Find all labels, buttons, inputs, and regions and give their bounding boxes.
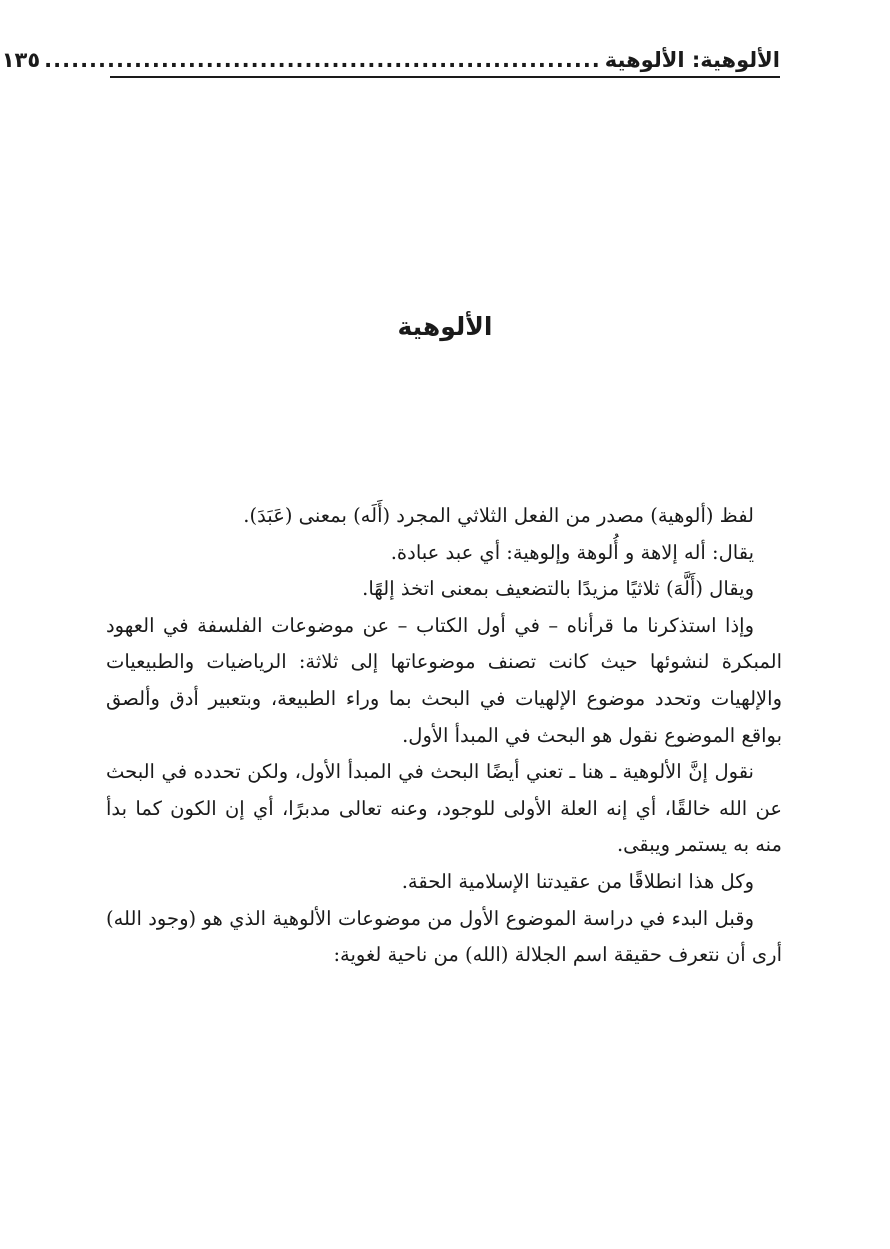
paragraph: نقول إنَّ الألوهية ـ هنا ـ تعني أيضًا البحث في المبدأ الأول، ولكن تحدده في البحث عن الله خالقًا، أي إنه العلة الأولى للوجود، وعنه تعالى مدبرًا، أي إن الكون كما بدأ منه به يستمر ويبقى.: [106, 760, 782, 857]
running-header: [1, 38, 780, 72]
paragraph: ويقال (أَلَّهَ) ثلاثيًا مزيدًا بالتضعيف بمعنى اتخذ إلهًا.: [362, 577, 754, 601]
paragraph: وقبل البدء في دراسة الموضوع الأول من موضوعات الألوهية الذي هو (وجود الله) أرى أن نتعرف حقيقة اسم الجلالة (الله) من ناحية لغوية:: [106, 906, 782, 967]
chapter-title: الألوهية: [397, 312, 493, 341]
paragraph: يقال: أله إلاهة و أُلوهة وإلوهية: أي عبد عبادة.: [390, 540, 754, 564]
page-number: ١٣٥: [1, 48, 41, 72]
paragraph: وإذا استذكرنا ما قرأناه – في أول الكتاب – عن موضوعات الفلسفة في العهود المبكرة لنشوئها حيث كانت تصنف موضوعاتها إلى ثلاثة: الرياضيات والطبيعيات والإلهيات وتحدد موضوع الإلهيات في البحث بما وراء الطبيعة، وبتعبير أدق وألصق بواقع الموضوع نقول هو البحث في المبدأ الأول.: [106, 613, 782, 747]
leader-dots: ..............................................................: [44, 48, 601, 72]
body-text: [106, 498, 782, 974]
paragraph: وكل هذا انطلاقًا من عقيدتنا الإسلامية الحقة.: [401, 869, 754, 893]
header-rule: [110, 76, 780, 78]
paragraph: لفظ (ألوهية) مصدر من الفعل الثلاثي المجرد (أَلَه) بمعنى (عَبَدَ).: [243, 504, 754, 527]
running-header-title: الألوهية: الألوهية: [604, 48, 780, 72]
